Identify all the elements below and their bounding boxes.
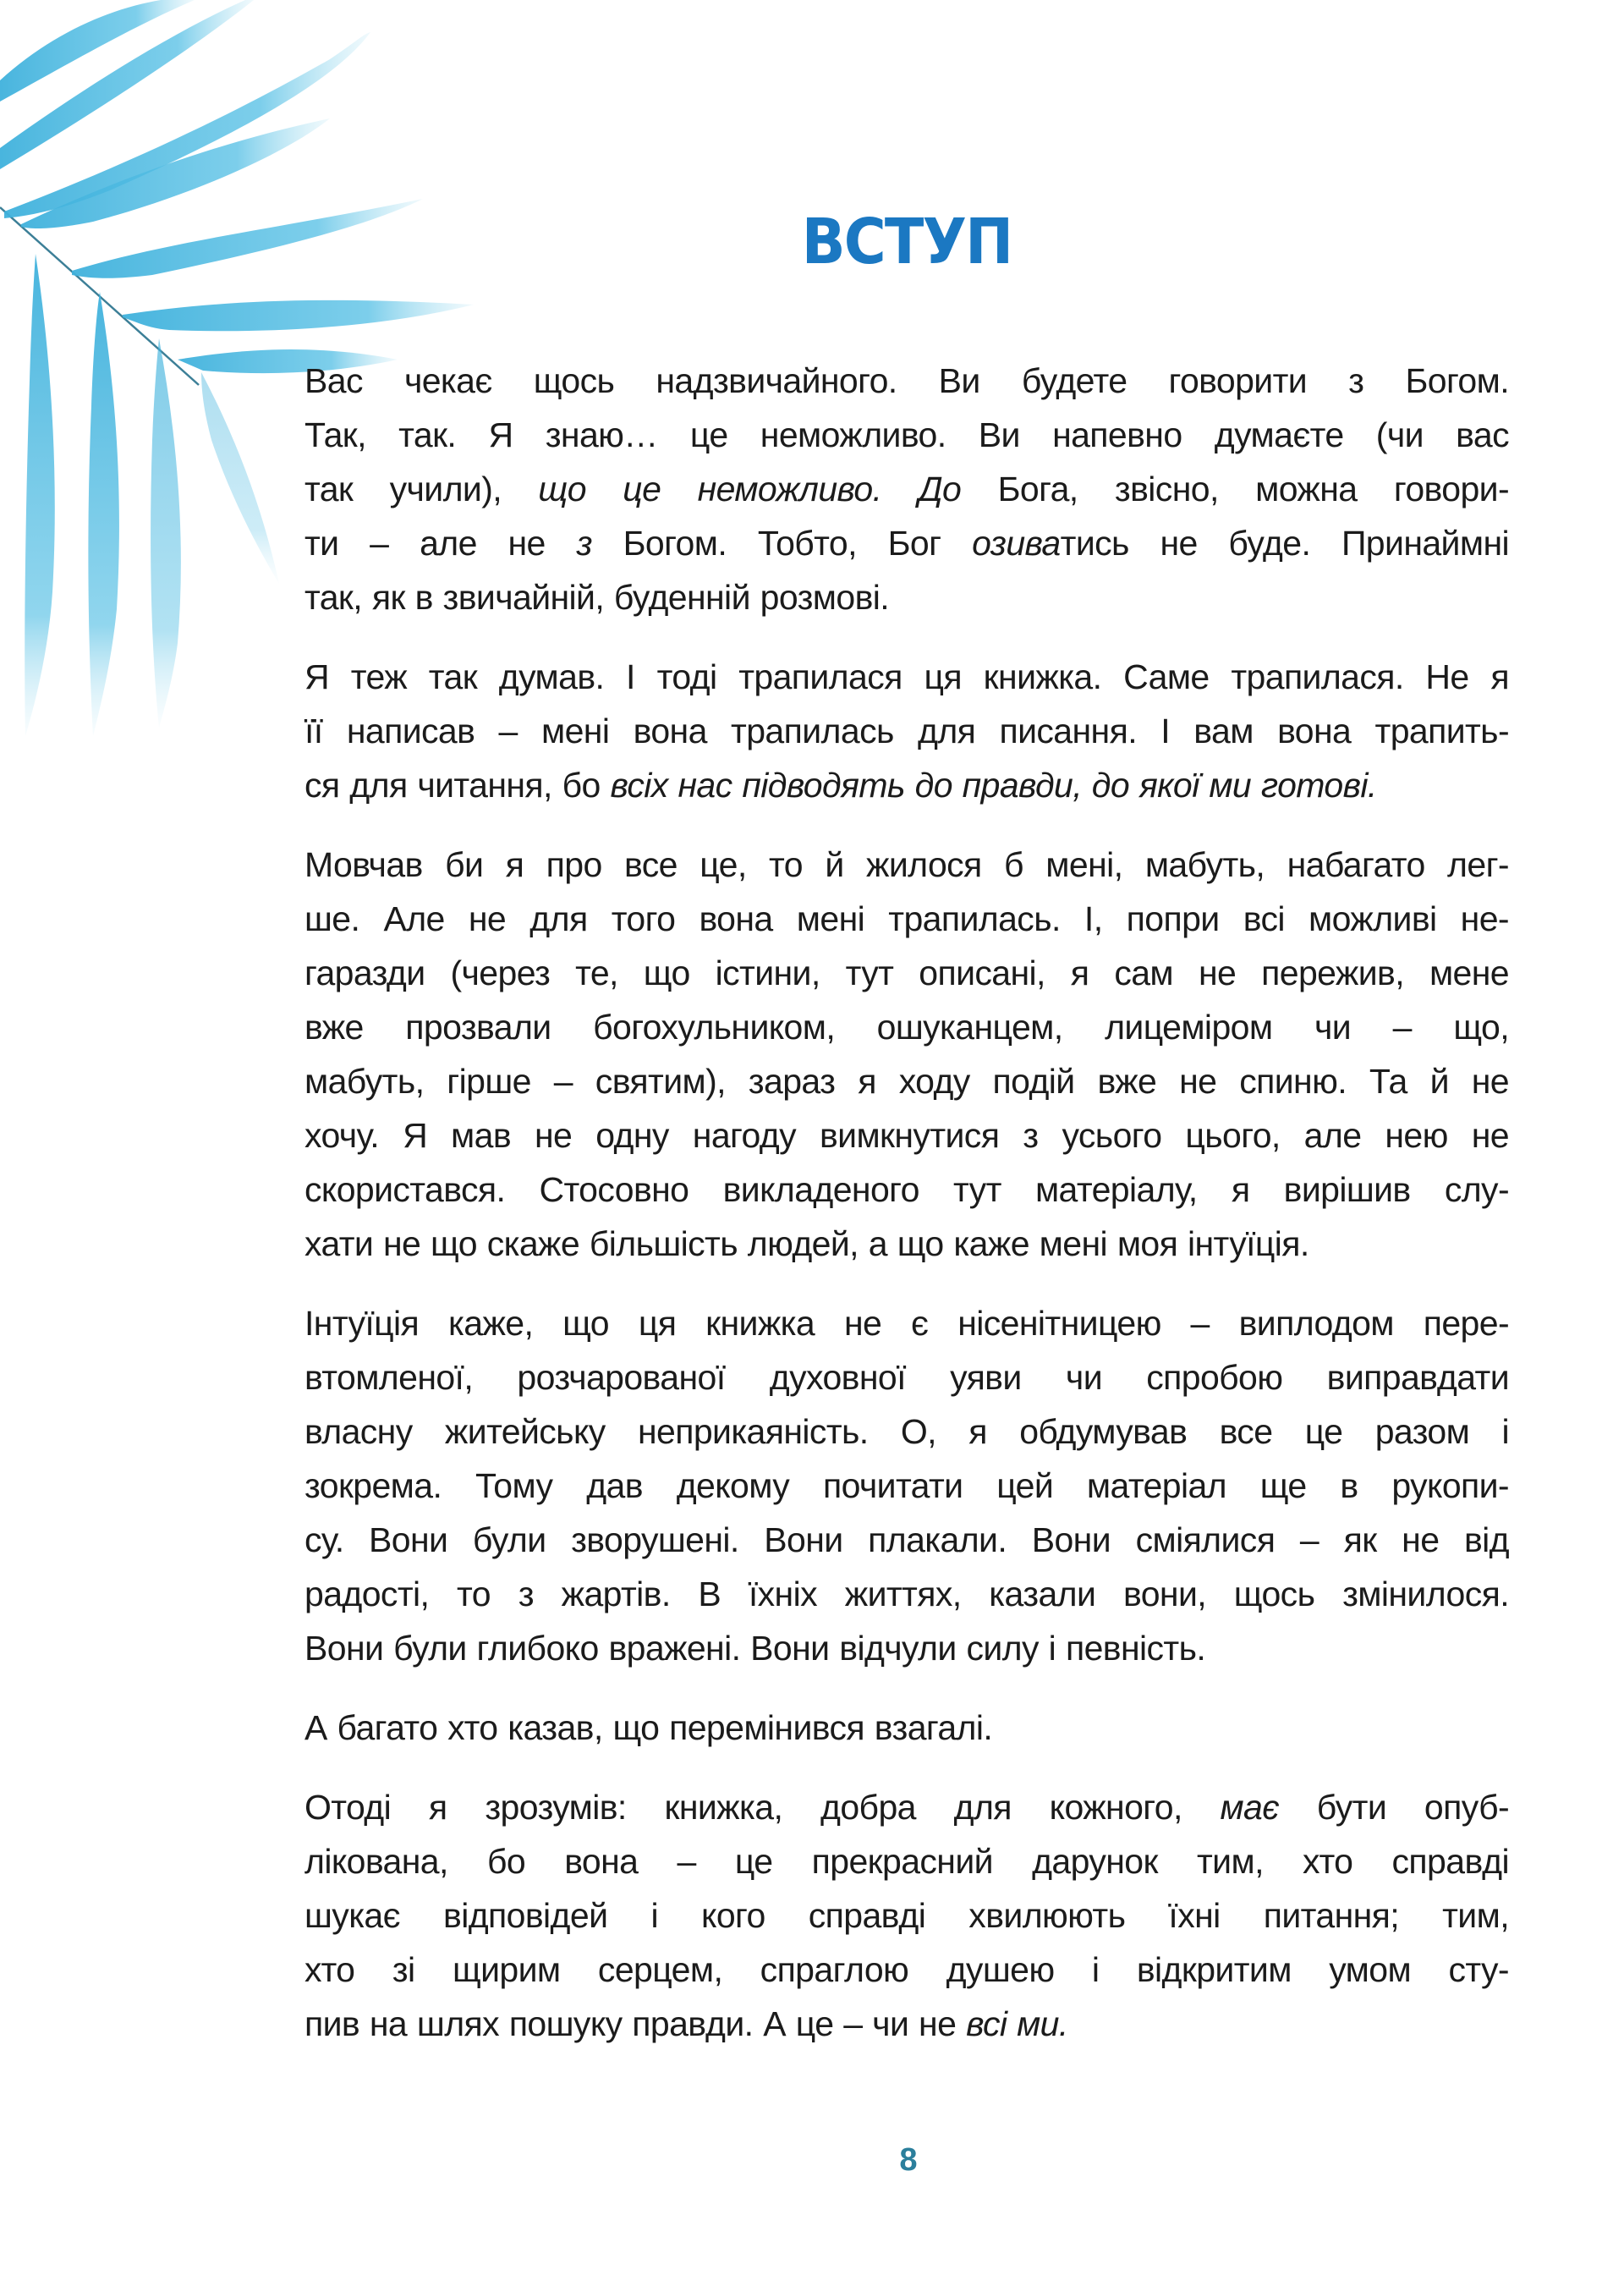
text-line [304,1054,1509,1108]
text-segment: тись не буде. Принаймні [1060,524,1510,563]
text-line [304,1404,1509,1459]
text-line [304,1834,1509,1888]
text-line [304,1888,1509,1943]
text-line [304,650,1509,704]
text-segment: ся для читання, бо [304,766,611,805]
text-segment: Вас чекає щось надзвичайного. Ви будете говорити з Богом. [304,361,1509,400]
text-line [304,704,1509,758]
text-segment: так, як в звичайній, буденній розмові. [304,578,890,617]
text-segment: Так, так. Я знаю… це неможливо. Ви напевно думаєте (чи вас [304,415,1509,454]
text-segment: мабуть, гірше – святим), зараз я ходу подій вже не спиню. Та й не [304,1062,1509,1101]
text-line [304,354,1509,408]
text-segment: Вони були глибоко вражені. Вони відчули силу і певність. [304,1629,1206,1668]
text-segment: хочу. Я мав не одну нагоду вимкнутися з усього цього, але нею не [304,1116,1509,1155]
text-segment: лікована, бо вона – це прекрасний дарунок тим, хто справді [304,1842,1509,1881]
text-line [304,1997,1509,2051]
text-segment: хто зі щирим серцем, спраглою душею і відкритим умом сту- [304,1950,1509,1989]
body-text [304,354,1509,2076]
text-line [304,1350,1509,1404]
text-segment: власну житейську неприкаяність. О, я обдумував все це разом і [304,1412,1509,1451]
text-line [304,1943,1509,1997]
italic-text: з [576,524,592,563]
paragraph [304,650,1509,812]
text-segment: її написав – мені вона трапилась для писання. І вам вона трапить- [304,712,1509,750]
text-segment: Інтуїція каже, що ця книжка не є нісенітницею – виплодом пере- [304,1304,1509,1343]
text-line [304,408,1509,462]
text-line [304,1621,1509,1675]
italic-text: що це неможливо. До [538,470,962,508]
text-segment: А багато хто казав, що перемінився взагалі. [304,1708,993,1747]
text-segment: так учили), [304,470,539,508]
text-line [304,1162,1509,1217]
italic-text: має [1220,1788,1279,1827]
text-segment: Мовчав би я про все це, то й жилося б мені, мабуть, набагато лег- [304,845,1509,884]
paragraph [304,1780,1509,2051]
text-line [304,838,1509,892]
text-segment: гаразди (через те, що істини, тут описані, я сам не пережив, мене [304,954,1509,992]
page-number: 8 [899,2142,918,2178]
text-line [304,1459,1509,1513]
text-line [304,892,1509,946]
text-line [304,1701,1509,1755]
italic-text: всіх нас підводять до правди, до якої ми готові. [610,766,1377,805]
text-line [304,1217,1509,1271]
text-line [304,516,1509,570]
italic-text: всі ми. [966,2004,1068,2043]
text-segment: хати не що скаже більшість людей, а що каже мені моя інтуїція. [304,1224,1309,1263]
text-line [304,1780,1509,1834]
page-title: ВСТУП [801,205,1012,278]
text-segment: Отоді я зрозумів: книжка, добра для кожного, [304,1788,1221,1827]
text-segment: шукає відповідей і кого справді хвилюють їхні питання; тим, [304,1896,1509,1935]
paragraph [304,1296,1509,1675]
paragraph [304,354,1509,624]
text-line [304,570,1509,624]
text-line [304,1108,1509,1162]
text-segment: су. Вони були зворушені. Вони плакали. Вони сміялися – як не від [304,1520,1509,1559]
text-segment: скористався. Стосовно викладеного тут матеріалу, я вирішив слу- [304,1170,1509,1209]
italic-text: озива [972,524,1061,563]
text-segment: вже прозвали богохульником, ошуканцем, лицеміром чи – що, [304,1008,1509,1047]
text-segment: Бога, звісно, можна говори- [961,470,1510,508]
text-segment: пив на шлях пошуку правди. А це – чи не [304,2004,967,2043]
text-line [304,1567,1509,1621]
text-line [304,462,1509,516]
text-segment: ти – але не [304,524,577,563]
text-segment: радості, то з жартів. В їхніх життях, казали вони, щось змінилося. [304,1575,1509,1613]
text-line [304,1513,1509,1567]
text-segment: Я теж так думав. І тоді трапилася ця книжка. Саме трапилася. Не я [304,657,1509,696]
text-segment: зокрема. Тому дав декому почитати цей матеріал ще в рукопи- [304,1466,1509,1505]
text-line [304,946,1509,1000]
text-line [304,758,1509,812]
text-segment: Богом. Тобто, Бог [591,524,973,563]
text-line [304,1296,1509,1350]
text-line [304,1000,1509,1054]
text-segment: бути опуб- [1278,1788,1510,1827]
paragraph [304,1701,1509,1755]
text-segment: ше. Але не для того вона мені трапилась. І, попри всі можливі не- [304,899,1509,938]
paragraph [304,838,1509,1271]
text-segment: втомленої, розчарованої духовної уяви чи спробою виправдати [304,1358,1509,1397]
